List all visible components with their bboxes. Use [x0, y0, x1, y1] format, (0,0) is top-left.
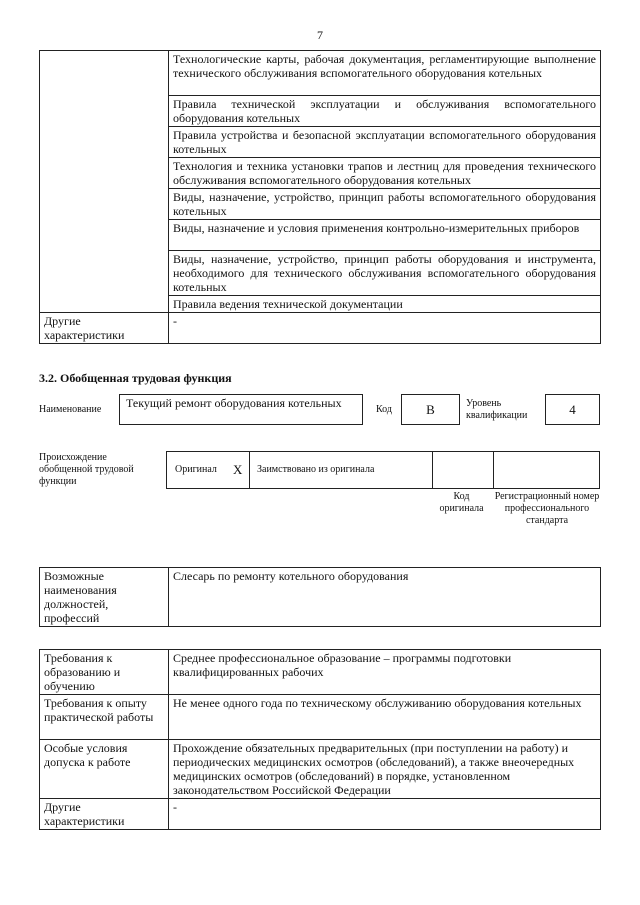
- requirement-label: Другие характеристики: [40, 799, 169, 830]
- table-cell: Правила устройства и безопасной эксплуатации вспомогательного оборудования котельных: [169, 127, 601, 158]
- other-characteristics-value: -: [169, 313, 601, 344]
- table-row: [40, 568, 601, 627]
- table-cell-empty: [40, 51, 169, 313]
- table-row: [40, 313, 601, 344]
- code-original-caption: Код оригинала: [439, 491, 484, 514]
- requirement-value: -: [169, 799, 601, 830]
- divider: [432, 452, 433, 488]
- origin-box: [166, 451, 600, 489]
- requirement-label: Особые условия допуска к работе: [40, 740, 169, 799]
- borrowed-label: Заимствовано из оригинала: [257, 464, 375, 475]
- table-row: [40, 799, 601, 830]
- original-mark: X: [233, 462, 243, 477]
- table-row: [40, 740, 601, 799]
- table-cell: Виды, назначение и условия применения контрольно-измерительных приборов: [169, 220, 601, 251]
- table-cell: Технология и техника установки трапов и лестниц для проведения технического обслуживания вспомогательного оборудования котельных: [169, 158, 601, 189]
- section-title: 3.2. Обобщенная трудовая функция: [39, 371, 232, 385]
- table-row: [40, 51, 601, 96]
- divider: [249, 452, 250, 488]
- level-value: 4: [545, 394, 600, 425]
- table-row: [40, 650, 601, 695]
- divider: [493, 452, 494, 488]
- level-label: Уровень квалификации: [466, 398, 528, 421]
- original-label: Оригинал: [175, 464, 217, 475]
- requirement-value: Среднее профессиональное образование – программы подготовки квалифицированных рабочих: [169, 650, 601, 695]
- code-value: B: [401, 394, 460, 425]
- reg-number-caption: Регистрационный номер профессионального стандарта: [494, 491, 600, 526]
- positions-table: [39, 567, 601, 627]
- table-cell: Правила технической эксплуатации и обслуживания вспомогательного оборудования котельных: [169, 96, 601, 127]
- requirement-value: Прохождение обязательных предварительных (при поступлении на работу) и периодических медицинских осмотров (обследований), а также внеочередных медицинских осмотров (обследований) в порядке, установленном законодательством Российской Федерации: [169, 740, 601, 799]
- other-characteristics-label: Другие характеристики: [40, 313, 169, 344]
- table-cell: Технологические карты, рабочая документация, регламентирующие выполнение технического обслуживания вспомогательного оборудования котельных: [169, 51, 601, 96]
- requirement-label: Требования к образованию и обучению: [40, 650, 169, 695]
- page-number: 7: [317, 28, 323, 42]
- name-label: Наименование: [39, 404, 102, 415]
- requirement-value: Не менее одного года по техническому обслуживанию оборудования котельных: [169, 695, 601, 740]
- positions-label: Возможные наименования должностей, профессий: [40, 568, 169, 627]
- name-value: Текущий ремонт оборудования котельных: [119, 394, 363, 425]
- table-cell: Правила ведения технической документации: [169, 296, 601, 313]
- table-cell: Виды, назначение, устройство, принцип работы вспомогательного оборудования котельных: [169, 189, 601, 220]
- requirement-label: Требования к опыту практической работы: [40, 695, 169, 740]
- table-cell: Виды, назначение, устройство, принцип работы оборудования и инструмента, необходимого для технического обслуживания вспомогательного оборудования котельных: [169, 251, 601, 296]
- code-label: Код: [376, 404, 392, 415]
- knowledge-table: [39, 50, 601, 344]
- requirements-table: [39, 649, 601, 830]
- table-row: [40, 695, 601, 740]
- positions-value: Слесарь по ремонту котельного оборудования: [169, 568, 601, 627]
- origin-label: Происхождение обобщенной трудовой функции: [39, 452, 134, 487]
